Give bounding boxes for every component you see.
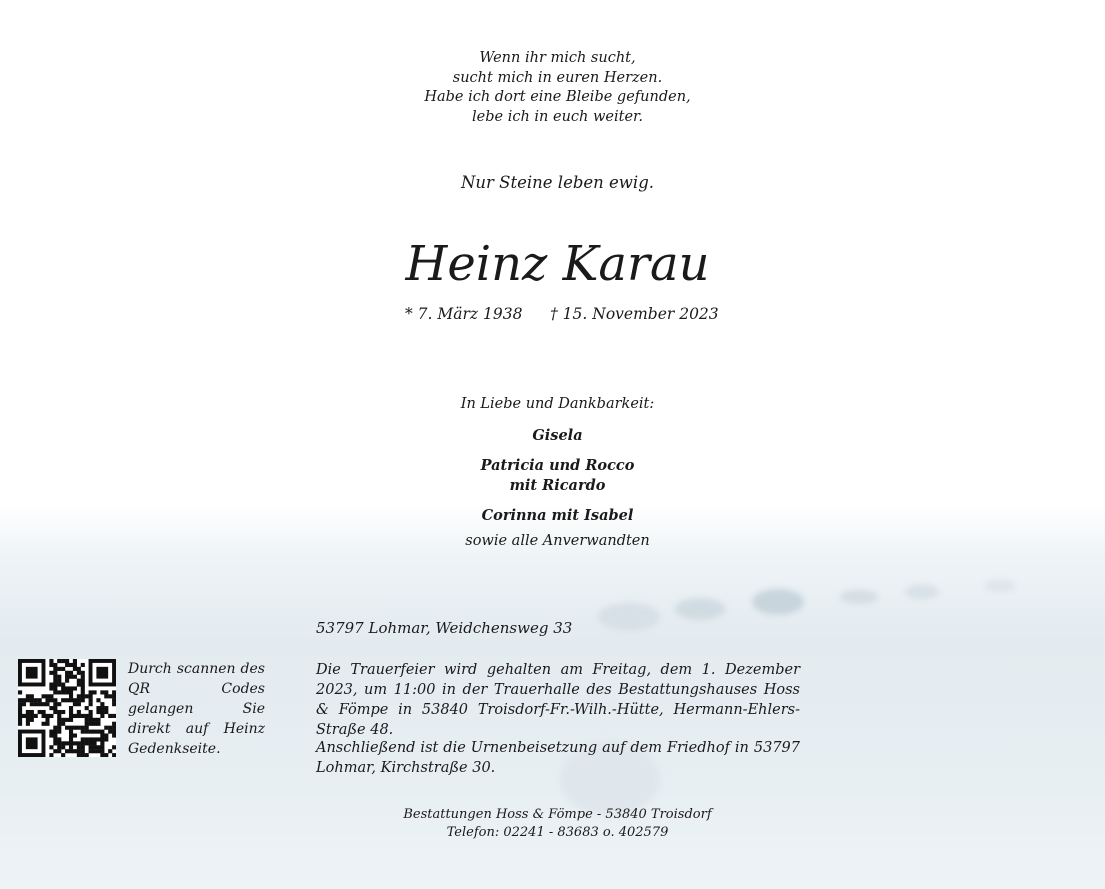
deceased-name: Heinz Karau xyxy=(405,236,710,292)
mourner-name: Patricia und Rocco xyxy=(480,457,635,474)
funeral-home-phone: Telefon: 02241 - 83683 o. 402579 xyxy=(446,825,669,840)
poem xyxy=(330,49,785,127)
stone-shape xyxy=(752,589,804,615)
mourner-name: Gisela xyxy=(532,427,583,444)
service-details: Die Trauerfeier wird gehalten am Freitag, dem 1. Dezember 2023, um 11:00 in der Trauerhalle des Bestattungshauses Hoss & Fömpe in 53840 Troisdorf-Fr.-Wilh.-Hütte, Hermann-Ehlers-Straße 48. xyxy=(316,662,800,738)
urn-burial-details: Anschließend ist die Urnenbeisetzung auf dem Friedhof in 53797 Lohmar, Kirchstraße 30. xyxy=(316,740,800,776)
qr-code[interactable] xyxy=(18,659,116,757)
stone-shape xyxy=(675,598,725,620)
mourner-name: Corinna mit Isabel xyxy=(481,507,634,524)
mourners-intro: In Liebe und Dankbarkeit: xyxy=(460,396,655,412)
mourner-name: mit Ricardo xyxy=(509,477,606,494)
poem-line: sucht mich in euren Herzen. xyxy=(452,69,663,86)
poem-line: lebe ich in euch weiter. xyxy=(472,108,643,125)
funeral-home xyxy=(330,806,785,842)
stone-shape xyxy=(598,603,660,631)
stone-shape xyxy=(985,580,1015,592)
qr-code-image xyxy=(18,659,116,757)
mourners-outro: sowie alle Anverwandten xyxy=(465,533,650,549)
poem-line: Habe ich dort eine Bleibe gefunden, xyxy=(424,89,691,105)
stone-shape xyxy=(905,585,939,599)
stone-shape xyxy=(840,590,878,604)
residence-address: 53797 Lohmar, Weidchensweg 33 xyxy=(316,619,573,637)
motto: Nur Steine leben ewig. xyxy=(460,173,655,192)
funeral-home-name: Bestattungen Hoss & Fömpe - 53840 Troisdorf xyxy=(403,807,712,822)
poem-line: Wenn ihr mich sucht, xyxy=(479,50,636,66)
qr-instructions: Durch scannen des QR Codes gelangen Sie direkt auf Heinz Gedenkseite. xyxy=(128,661,265,757)
birth-date: * 7. März 1938 xyxy=(405,305,523,323)
death-date: † 15. November 2023 xyxy=(550,305,719,323)
